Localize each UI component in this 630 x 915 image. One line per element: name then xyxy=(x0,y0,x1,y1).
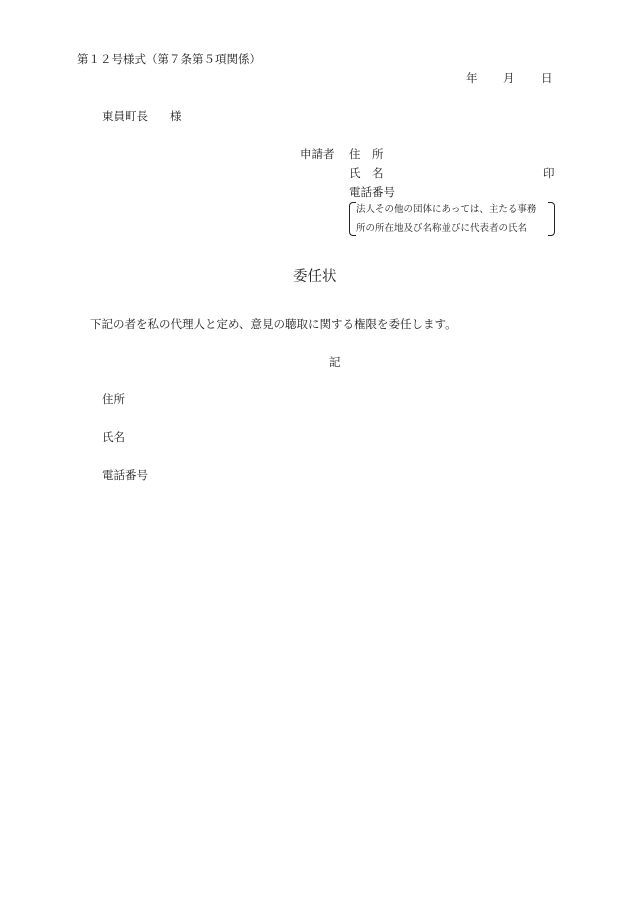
note-bracket-right xyxy=(548,202,555,236)
date-month-label: 月 xyxy=(503,71,515,85)
applicant-address-label: 住 所 xyxy=(349,147,384,161)
note-bracket-left xyxy=(349,202,356,236)
document-title: 委任状 xyxy=(293,269,337,285)
form-number: 第１２号様式（第７条第５項関係） xyxy=(77,52,261,66)
agent-address-label: 住所 xyxy=(102,392,125,406)
addressee-name: 東員町長 xyxy=(102,109,148,123)
ki-heading: 記 xyxy=(329,355,341,369)
applicant-label: 申請者 xyxy=(300,147,335,161)
agent-phone-label: 電話番号 xyxy=(102,468,148,482)
date-day-label: 日 xyxy=(541,71,553,85)
date-year-label: 年 xyxy=(466,71,478,85)
agent-name-label: 氏名 xyxy=(102,430,125,444)
addressee-honorific: 様 xyxy=(170,109,182,123)
applicant-phone-label: 電話番号 xyxy=(349,185,395,199)
corporate-note-line2: 所の所在地及び名称並びに代表者の氏名 xyxy=(356,223,528,234)
corporate-note-line1: 法人その他の団体にあっては、主たる事務 xyxy=(356,204,537,215)
seal-mark: 印 xyxy=(543,166,555,180)
applicant-name-label: 氏 名 xyxy=(349,166,384,180)
body-text: 下記の者を私の代理人と定め、意見の聴取に関する権限を委任します。 xyxy=(90,317,457,331)
